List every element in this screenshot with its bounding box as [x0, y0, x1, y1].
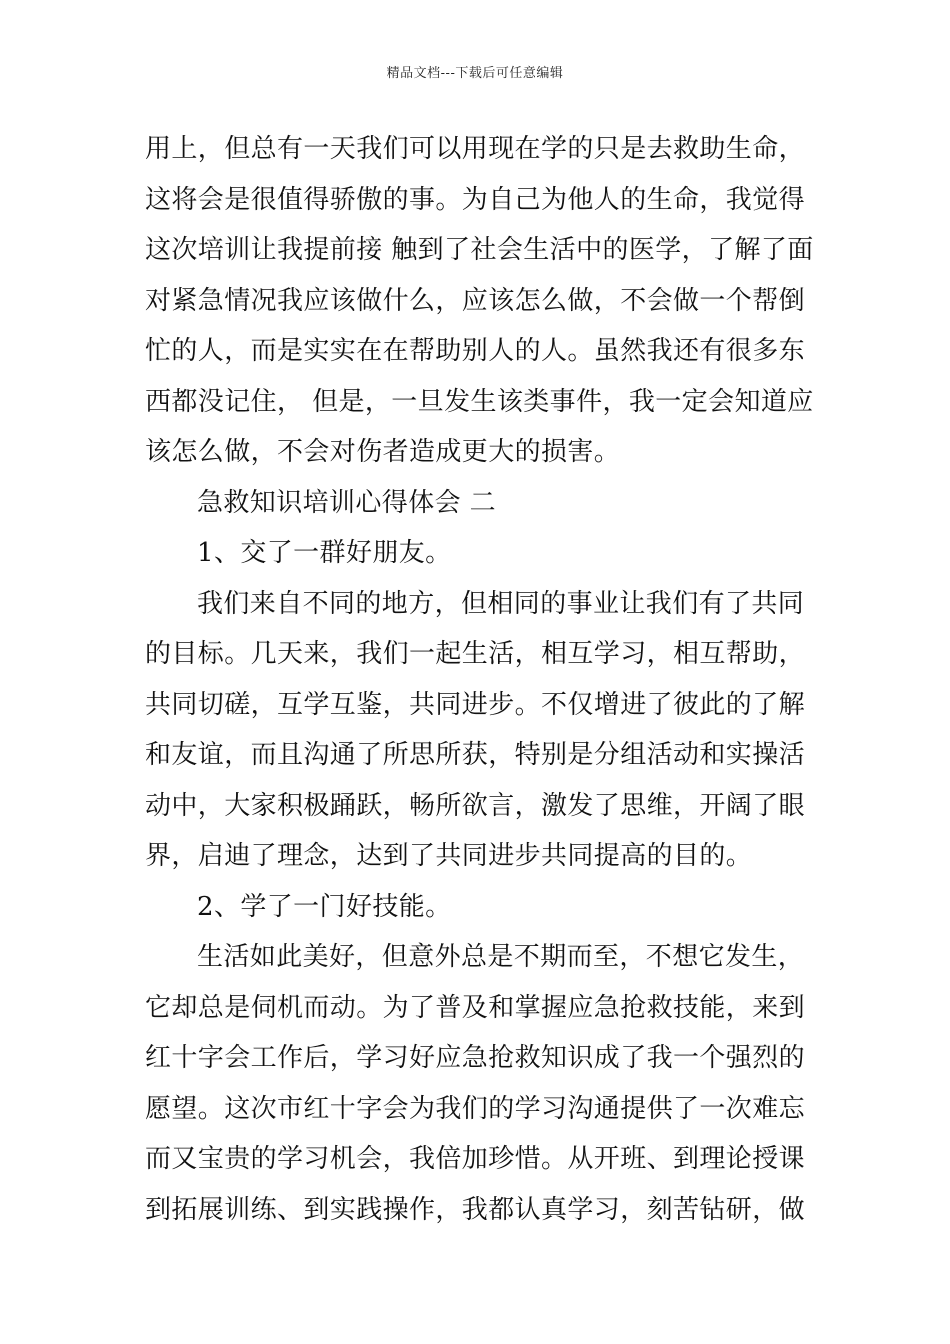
text-line: 生活如此美好，但意外总是不期而至，不想它发生，: [197, 942, 805, 972]
text-line: 急救知识培训心得体会 二: [197, 487, 497, 518]
text-line: 1、交了一群好朋友。: [197, 538, 452, 568]
text-line: 忙的人，而是实实在在帮助别人的人。虽然我还有很多东: [145, 336, 806, 366]
text-line: 的目标。几天来，我们一起生活，相互学习，相互帮助，: [145, 639, 806, 669]
text-line: 我们来自不同的地方，但相同的事业让我们有了共同: [197, 588, 805, 619]
text-line: 界，启迪了理念，达到了共同进步共同提高的目的。: [145, 841, 753, 871]
text-line: 这将会是很值得骄傲的事。为自己为他人的生命，我觉得: [145, 184, 806, 215]
text-line: 红十字会工作后，学习好应急抢救知识成了我一个强烈的: [145, 1043, 806, 1073]
text-line: 到拓展训练、到实践操作，我都认真学习，刻苦钻研，做: [145, 1194, 806, 1225]
page-header: 精品文档---下载后可任意编辑: [386, 66, 564, 81]
text-line: 共同切磋，互学互鉴，共同进步。不仅增进了彼此的了解: [145, 689, 806, 720]
text-line: 这次培训让我提前接 触到了社会生活中的医学，了解了面: [145, 235, 814, 265]
text-line: 西都没记住， 但是，一旦发生该类事件，我一定会知道应: [145, 386, 814, 417]
text-line: 2、学了一门好技能。: [197, 891, 452, 922]
text-line: 用上，但总有一天我们可以用现在学的只是去救助生命，: [145, 134, 806, 164]
document-body: [145, 124, 814, 1235]
text-line: 动中，大家积极踊跃，畅所欲言，激发了思维，开阔了眼: [145, 790, 806, 821]
text-line: 它却总是伺机而动。为了普及和掌握应急抢救技能，来到: [145, 992, 806, 1023]
text-line: 而又宝贵的学习机会，我倍加珍惜。从开班、到理论授课: [145, 1144, 806, 1174]
text-line: 和友谊，而且沟通了所思所获，特别是分组活动和实操活: [145, 740, 806, 770]
text-line: 愿望。这次市红十字会为我们的学习沟通提供了一次难忘: [145, 1093, 806, 1124]
text-line: 对紧急情况我应该做什么，应该怎么做，不会做一个帮倒: [145, 285, 806, 316]
text-line: 该怎么做，不会对伤者造成更大的损害。: [145, 437, 621, 467]
